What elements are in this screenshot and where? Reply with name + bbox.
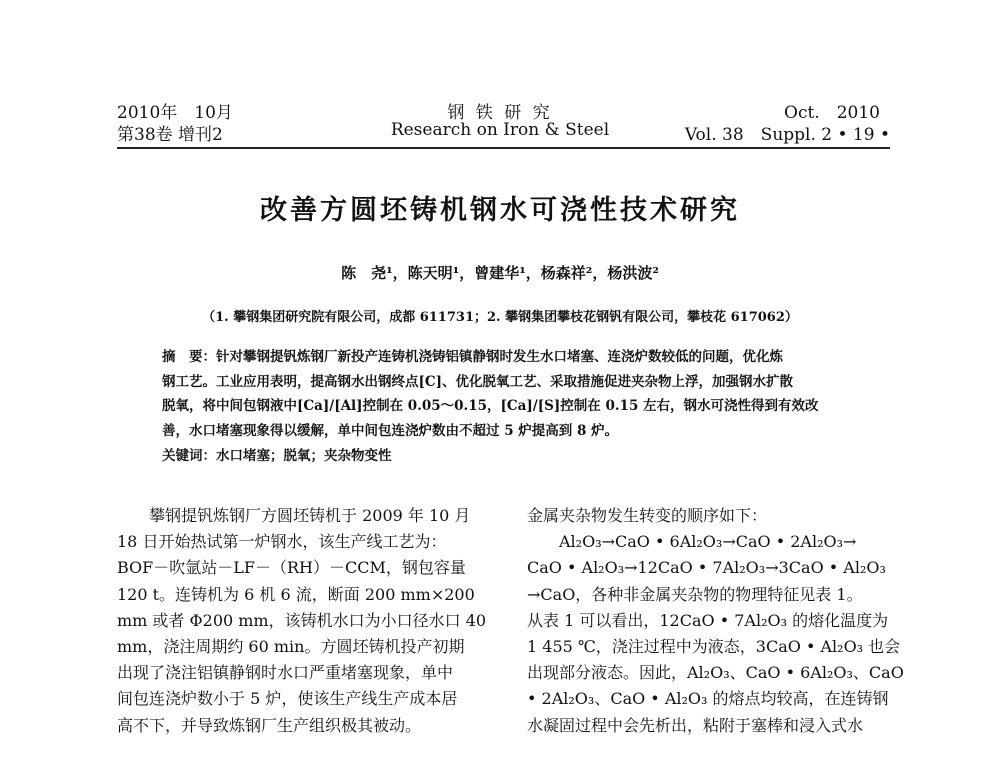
abstract-line: 脱氧，将中间包钢液中[Ca]/[Al]控制在 0.05～0.15，[Ca]/[S]控制在 0.15 左右，钢水可浇性得到有效改 [162, 398, 819, 415]
header-date-cn: 2010年 10月 [117, 103, 233, 123]
body-right-column [527, 503, 912, 739]
body-line: 间包连浇炉数小于 5 炉，使该生产线生产成本居 [117, 689, 458, 709]
abstract-line: 摘 要：针对攀钢提钒炼钢厂新投产连铸机浇铸铝镇静钢时发生水口堵塞、连浇炉数较低的问题，优化炼 [162, 349, 783, 365]
abstract-line: 善，水口堵塞现象得以缓解，单中间包连浇炉数由不超过 5 炉提高到 8 炉。 [162, 423, 619, 440]
abstract-line: 钢工艺。工业应用表明，提高钢水出钢终点[C]、优化脱氧工艺、采取措施促进夹杂物上浮，加强钢水扩散 [162, 373, 794, 390]
body-line: CaO • Al₂O₃→12CaO • 7Al₂O₃→3CaO • Al₂O₃ [527, 558, 886, 578]
header-rule [117, 147, 890, 149]
header-journal-en: Research on Iron & Steel [390, 120, 610, 140]
paper-authors: 陈 尧¹，陈天明¹，曾建华¹，杨森祥²，杨洪波² [341, 264, 659, 282]
body-line: mm，浇注周期约 60 min。方圆坯铸机投产初期 [117, 637, 465, 657]
abstract [162, 345, 852, 469]
header-date-en: Oct. 2010 [784, 103, 880, 123]
body-line: 攀钢提钒炼钢厂方圆坯铸机于 2009 年 10 月 [117, 506, 471, 525]
header-journal-cn: 钢 铁 研 究 [447, 103, 553, 123]
body-line: →CaO，各种非金属夹杂物的物理特征见表 1。 [527, 584, 863, 604]
paper-title: 改善方圆坯铸机钢水可浇性技术研究 [260, 195, 740, 226]
body-line: 120 t。连铸机为 6 机 6 流，断面 200 mm×200 [117, 584, 475, 604]
body-line: 从表 1 可以看出，12CaO • 7Al₂O₃ 的熔化温度为 [527, 610, 889, 630]
header-volume-cn: 第38卷 增刊2 [117, 125, 223, 145]
body-line: mm 或者 Φ200 mm，该铸机水口为小口径水口 40 [117, 610, 487, 630]
body-line: 1 455 ℃，浇注过程中为液态，3CaO • Al₂O₃ 也会 [527, 637, 901, 657]
body-line: • 2Al₂O₃、CaO • Al₂O₃ 的熔点均较高，在连铸钢 [527, 689, 889, 709]
header-volume-en: Vol. 38 Suppl. 2 • 19 • [684, 125, 890, 145]
body-line: 出现了浇注铝镇静钢时水口严重堵塞现象，单中 [117, 663, 454, 683]
paper-affiliations: （1. 攀钢集团研究院有限公司，成都 611731；2. 攀钢集团攀枝花钢钒有限公司，攀枝花 617062） [202, 310, 798, 325]
body-line: BOF－吹氩站－LF－（RH）－CCM，钢包容量 [117, 558, 466, 578]
body-line: 18 日开始热试第一炉钢水，该生产线工艺为： [117, 532, 447, 552]
keywords: 关键词：水口堵塞；脱氧；夹杂物变性 [162, 447, 392, 464]
body-line: 高不下，并导致炼钢厂生产组织极其被动。 [117, 715, 422, 735]
body-line: 金属夹杂物发生转变的顺序如下： [527, 506, 768, 525]
body-line: 出现部分液态。因此，Al₂O₃、CaO • 6Al₂O₃、CaO [527, 663, 904, 683]
body-line: 水凝固过程中会先析出，粘附于塞棒和浸入式水 [527, 715, 864, 735]
body-line: Al₂O₃→CaO • 6Al₂O₃→CaO • 2Al₂O₃→ [527, 532, 857, 552]
body-left-column [117, 503, 497, 739]
